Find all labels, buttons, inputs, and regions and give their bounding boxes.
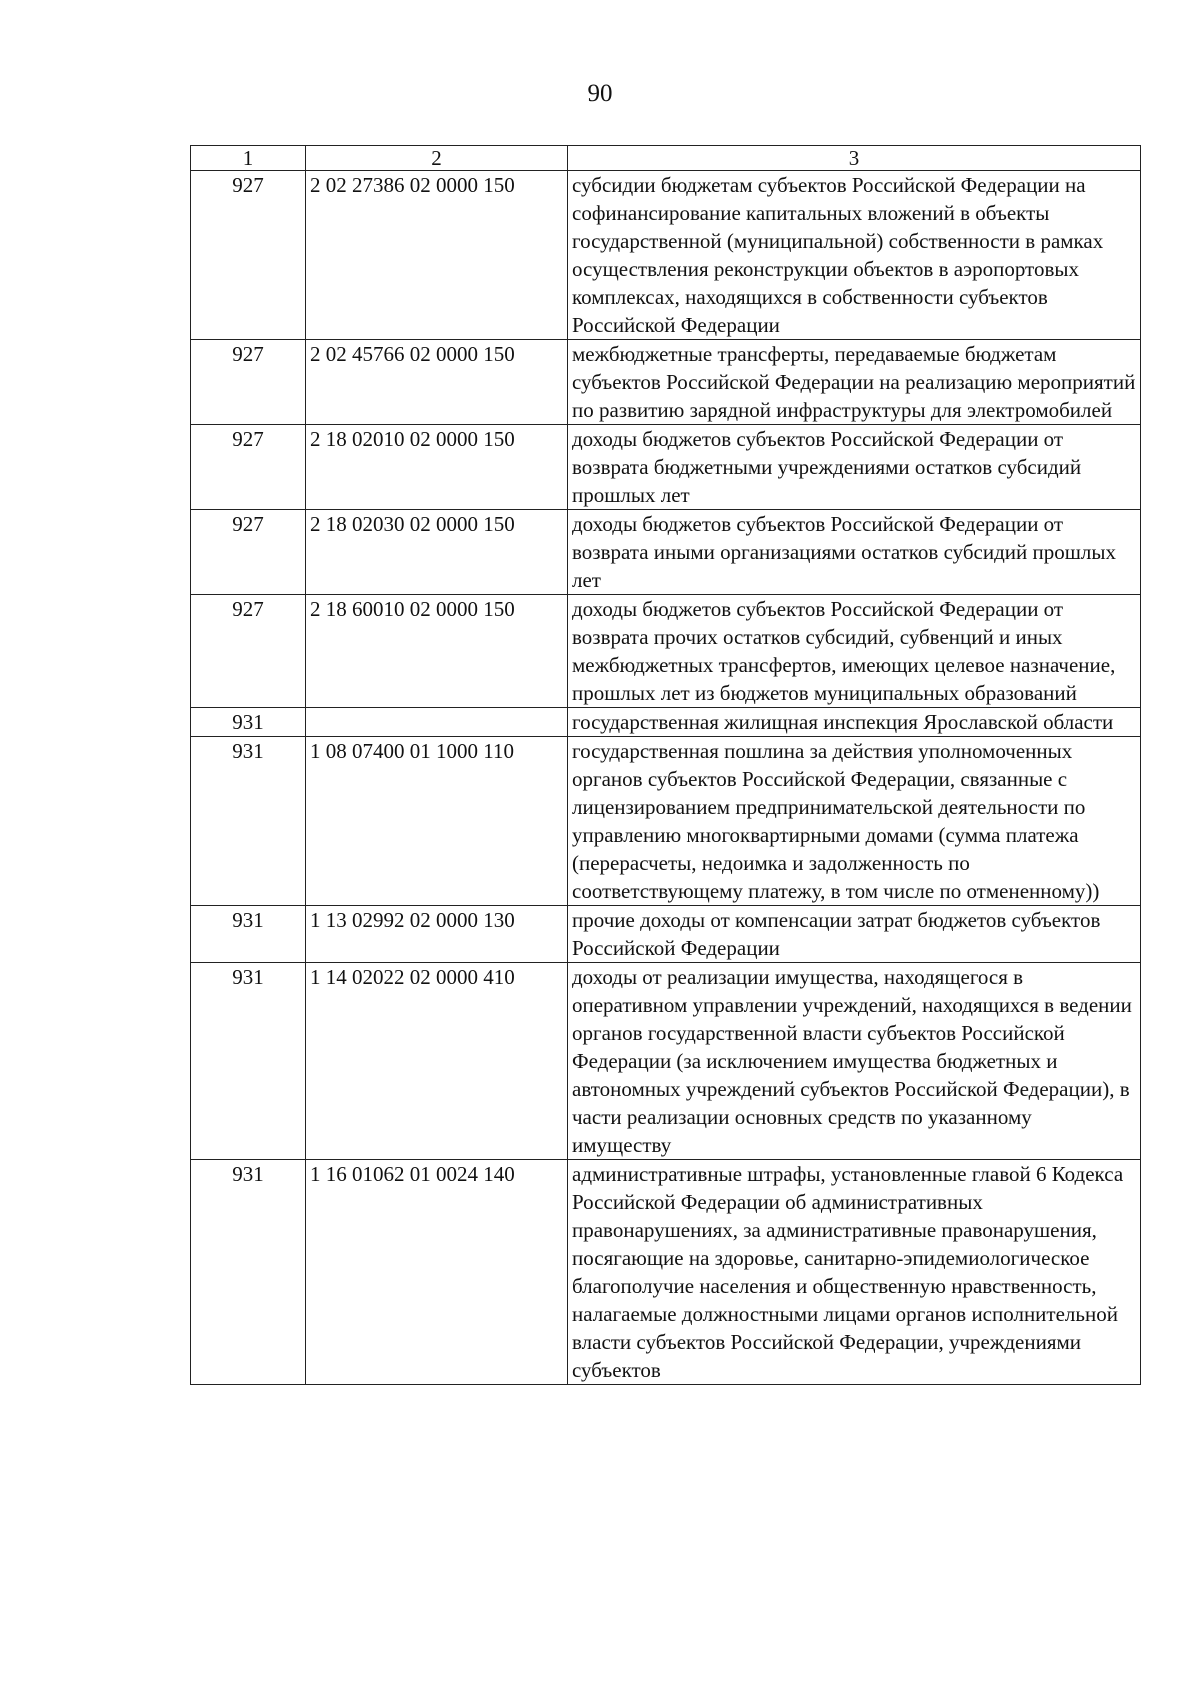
table-row: [191, 340, 1141, 425]
description-cell: доходы бюджетов субъектов Российской Федерации от возврата прочих остатков субсидий, субвенций и иных межбюджетных трансфертов, имеющих целевое назначение, прошлых лет из бюджетов муниципальных образований: [568, 595, 1141, 708]
budget-code-cell: 2 18 02030 02 0000 150: [306, 510, 568, 595]
budget-code-cell: 1 08 07400 01 1000 110: [306, 737, 568, 906]
column-header-1: 1: [191, 146, 306, 171]
description-cell: административные штрафы, установленные главой 6 Кодекса Российской Федерации об административных правонарушениях, за административные правонарушения, посягающие на здоровье, санитарно-эпидемиологическое благополучие населения и общественную нравственность, налагаемые должностными лицами органов исполнительной власти субъектов Российской Федерации, учреждениями субъектов: [568, 1160, 1141, 1385]
admin-code-cell: 931: [191, 708, 306, 737]
table-row: [191, 595, 1141, 708]
admin-code-cell: 931: [191, 1160, 306, 1385]
description-cell: доходы от реализации имущества, находящегося в оперативном управлении учреждений, находящихся в ведении органов государственной власти субъектов Российской Федерации (за исключением имущества бюджетных и автономных учреждений субъектов Российской Федерации), в части реализации основных средств по указанному имуществу: [568, 963, 1141, 1160]
budget-code-cell: 1 14 02022 02 0000 410: [306, 963, 568, 1160]
budget-code-cell: 2 18 02010 02 0000 150: [306, 425, 568, 510]
budget-code-cell: 1 13 02992 02 0000 130: [306, 906, 568, 963]
admin-code-cell: 927: [191, 595, 306, 708]
column-header-3: 3: [568, 146, 1141, 171]
page-number: 90: [587, 80, 613, 107]
description-cell: доходы бюджетов субъектов Российской Федерации от возврата бюджетными учреждениями остатков субсидий прошлых лет: [568, 425, 1141, 510]
budget-code-cell: 2 18 60010 02 0000 150: [306, 595, 568, 708]
description-cell: межбюджетные трансферты, передаваемые бюджетам субъектов Российской Федерации на реализацию мероприятий по развитию зарядной инфраструктуры для электромобилей: [568, 340, 1141, 425]
budget-code-cell: [306, 708, 568, 737]
table-row: [191, 171, 1141, 340]
description-cell: доходы бюджетов субъектов Российской Федерации от возврата иными организациями остатков субсидий прошлых лет: [568, 510, 1141, 595]
description-cell: государственная пошлина за действия уполномоченных органов субъектов Российской Федерации, связанные с лицензированием предпринимательской деятельности по управлению многоквартирными домами (сумма платежа (перерасчеты, недоимка и задолженность по соответствующему платежу, в том числе по отмененному)): [568, 737, 1141, 906]
budget-code-cell: 1 16 01062 01 0024 140: [306, 1160, 568, 1385]
table-row: [191, 1160, 1141, 1385]
admin-code-cell: 931: [191, 737, 306, 906]
admin-code-cell: 927: [191, 510, 306, 595]
budget-code-cell: 2 02 45766 02 0000 150: [306, 340, 568, 425]
admin-code-cell: 927: [191, 425, 306, 510]
revenue-codes-table: [190, 145, 1141, 1385]
admin-code-cell: 927: [191, 340, 306, 425]
table-row: [191, 906, 1141, 963]
budget-code-cell: 2 02 27386 02 0000 150: [306, 171, 568, 340]
admin-code-cell: 931: [191, 906, 306, 963]
description-cell: государственная жилищная инспекция Ярославской области: [568, 708, 1141, 737]
description-cell: прочие доходы от компенсации затрат бюджетов субъектов Российской Федерации: [568, 906, 1141, 963]
table-row: [191, 963, 1141, 1160]
description-cell: субсидии бюджетам субъектов Российской Федерации на софинансирование капитальных вложений в объекты государственной (муниципальной) собственности в рамках осуществления реконструкции объектов в аэропортовых комплексах, находящихся в собственности субъектов Российской Федерации: [568, 171, 1141, 340]
table-row: [191, 737, 1141, 906]
table-row: [191, 425, 1141, 510]
table-header-row: [191, 146, 1141, 171]
column-header-2: 2: [306, 146, 568, 171]
admin-code-cell: 931: [191, 963, 306, 1160]
table-row: [191, 510, 1141, 595]
table-row: [191, 708, 1141, 737]
admin-code-cell: 927: [191, 171, 306, 340]
